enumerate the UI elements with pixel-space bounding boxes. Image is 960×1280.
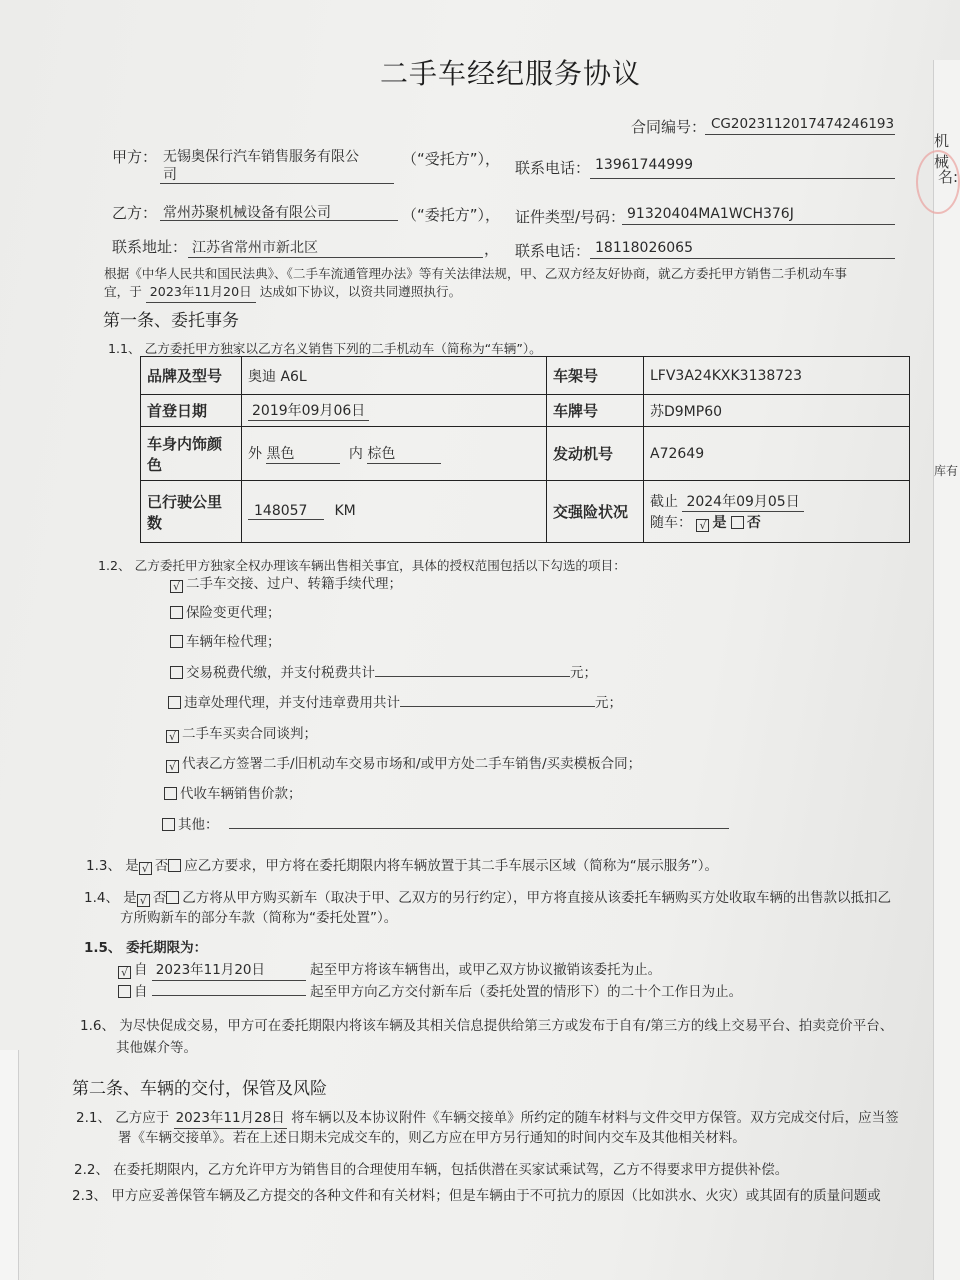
clause-1-1: 1.1、 乙方委托甲方独家以乙方名义销售下列的二手机动车（简称为“车辆”）。 bbox=[108, 341, 542, 356]
margin-fragment: 库有 bbox=[934, 464, 959, 478]
party-b-address-label: 联系地址： bbox=[112, 238, 188, 256]
party-a-label: 甲方： bbox=[112, 148, 158, 166]
party-b-address: 江苏省常州市新北区 bbox=[192, 240, 318, 256]
clause-1-5-a: √ 自 2023年11月20日 起至甲方将该车辆售出，或甲乙双方协议撤销该委托为止。 bbox=[118, 960, 661, 981]
margin-fragment: 机械 bbox=[934, 132, 950, 171]
exterior-color: 黑色 bbox=[266, 443, 340, 464]
option-item: 代收车辆销售价款； bbox=[164, 784, 302, 804]
insurance-label: 交强险状况 bbox=[547, 481, 644, 543]
vin-label: 车架号 bbox=[547, 357, 644, 395]
reg-date: 2019年09月06日 bbox=[248, 400, 369, 421]
mileage-cell: 148057 KM bbox=[242, 481, 547, 543]
preamble-line2: 宜，于 2023年11月20日 达成如下协议，以资共同遵照执行。 bbox=[104, 282, 461, 303]
delivery-date: 2023年11月28日 bbox=[174, 1108, 287, 1129]
clause-1-6: 1.6、 为尽快促成交易，甲方可在委托期限内将该车辆及其相关信息提供给第三方或发布于自有/第三方的线上交易平台、拍卖竞价平台、 bbox=[80, 1018, 894, 1034]
follow-no-checkbox bbox=[731, 516, 744, 529]
party-b-name: 常州苏聚机械设备有限公司 bbox=[163, 205, 331, 221]
option-item: √ 二手车交接、过户、转籍手续代理； bbox=[170, 574, 402, 594]
option-checkbox bbox=[168, 696, 181, 709]
party-b-label: 乙方： bbox=[112, 204, 158, 222]
comma: ， bbox=[484, 240, 500, 258]
interior-color: 棕色 bbox=[367, 443, 441, 464]
article1-title: 第一条、委托事务 bbox=[103, 311, 239, 331]
option-item: √ 代表乙方签署二手/旧机动车交易市场和/或甲方处二手车销售/买卖模板合同； bbox=[166, 754, 641, 774]
party-b-id: 91320404MA1WCH376J bbox=[627, 206, 794, 222]
clause-2-3: 2.3、 甲方应妥善保管车辆及乙方提交的各种文件和有关材料；但是车辆由于不可抗力的原因（比如洪水、火灾）或其固有的质量问题或 bbox=[72, 1188, 881, 1204]
vin-value: LFV3A24KXK3138723 bbox=[644, 357, 910, 395]
party-a-phone-label: 联系电话： bbox=[515, 159, 591, 177]
insurance-date: 2024年09月05日 bbox=[682, 491, 803, 512]
clause-1-2: 1.2、 乙方委托甲方独家全权办理该车辆出售相关事宜，具体的授权范围包括以下勾选的项目： bbox=[98, 558, 626, 573]
color-label: 车身内饰颜色 bbox=[141, 427, 242, 481]
party-a-role: （“受托方”）， bbox=[402, 150, 501, 168]
clause-2-1: 2.1、 乙方应于 2023年11月28日 将车辆以及本协议附件《车辆交接单》所约定的随车材料与文件交甲方保管。双方完成交付后，应当签 bbox=[76, 1108, 899, 1129]
clause-1-5-b: 自 起至甲方向乙方交付新车后（委托处置的情形下）的二十个工作日为止。 bbox=[118, 982, 742, 1002]
vehicle-info-table bbox=[140, 356, 910, 543]
option-checkbox: √ bbox=[170, 580, 183, 593]
option-item: 车辆年检代理； bbox=[170, 632, 281, 652]
party-b-phone-label: 联系电话： bbox=[515, 242, 591, 260]
engine-label: 发动机号 bbox=[547, 427, 644, 481]
reg-date-cell bbox=[242, 395, 547, 427]
agreement-date: 2023年11月20日 bbox=[146, 282, 256, 303]
party-b-id-label: 证件类型/号码： bbox=[515, 208, 626, 226]
clause-1-4: 1.4、 是 √ 否 乙方将从甲方购买新车（取决于甲、乙双方的另行约定），甲方将直接从该委托车辆购买方处收取车辆的出售款以抵扣乙 bbox=[84, 890, 892, 907]
party-b-role: （“委托方”）， bbox=[402, 206, 501, 224]
party-a-name-cont: 司 bbox=[163, 167, 177, 183]
option-checkbox bbox=[164, 787, 177, 800]
option-item: 保险变更代理； bbox=[170, 603, 281, 623]
underlying-page-edge bbox=[0, 1050, 19, 1280]
option-checkbox bbox=[170, 635, 183, 648]
clause-1-6-cont: 其他媒介等。 bbox=[116, 1040, 197, 1056]
contract-number: CG2023112017474246193 bbox=[711, 116, 895, 132]
mileage: 148057 bbox=[248, 503, 324, 520]
follow-yes-checkbox: √ bbox=[696, 519, 709, 532]
party-a-name: 无锡奥保行汽车销售服务有限公 bbox=[163, 149, 359, 165]
reg-date-label: 首登日期 bbox=[141, 395, 242, 427]
color-cell: 外 黑色 内 棕色 bbox=[242, 427, 547, 481]
option-item: 违章处理代理，并支付违章费用共计 元； bbox=[168, 693, 622, 713]
clause-1-4-cont: 方所购新车的部分车款（简称为“委托处置”）。 bbox=[120, 910, 398, 926]
margin-fragment: 名: bbox=[937, 168, 958, 186]
clause-1-5-title: 1.5、 委托期限为： bbox=[84, 940, 208, 956]
insurance-cell: 截止 2024年09月05日 随车： √ 是 否 bbox=[644, 481, 910, 543]
term-start-date: 2023年11月20日 bbox=[152, 960, 306, 981]
plate-value: 苏D9MP60 bbox=[644, 395, 910, 427]
clause-2-2: 2.2、 在委托期限内，乙方允许甲方为销售目的合理使用车辆，包括供潜在买家试乘试驾，乙方不得要求甲方提供补偿。 bbox=[74, 1162, 789, 1178]
party-a-phone: 13961744999 bbox=[595, 157, 693, 173]
clause-2-1-cont: 署《车辆交接单》。若在上述日期未完成交车的，则乙方应在甲方另行通知的时间内交车及其他相关材料。 bbox=[118, 1130, 746, 1146]
option-checkbox bbox=[170, 606, 183, 619]
option-checkbox bbox=[162, 818, 175, 831]
option-checkbox: √ bbox=[166, 730, 179, 743]
option-item: √ 二手车买卖合同谈判； bbox=[166, 724, 317, 744]
adjacent-page-edge bbox=[933, 60, 960, 1280]
party-b-phone: 18118026065 bbox=[595, 240, 693, 256]
option-item: 交易税费代缴，并支付税费共计 元； bbox=[170, 663, 597, 683]
preamble-line1: 根据《中华人民共和国民法典》、《二手车流通管理办法》等有关法律法规，甲、乙双方经友好协商，就乙方委托甲方销售二手机动车事 bbox=[104, 266, 848, 281]
option-checkbox bbox=[170, 666, 183, 679]
engine-value: A72649 bbox=[644, 427, 910, 481]
option-item: 其他： bbox=[162, 815, 729, 835]
option-checkbox: √ bbox=[166, 760, 179, 773]
document-title: 二手车经纪服务协议 bbox=[380, 57, 642, 90]
article2-title: 第二条、车辆的交付，保管及风险 bbox=[72, 1079, 327, 1099]
brand-value: 奥迪 A6L bbox=[242, 357, 547, 395]
brand-label: 品牌及型号 bbox=[141, 357, 242, 395]
plate-label: 车牌号 bbox=[547, 395, 644, 427]
clause-1-3: 1.3、 是 √ 否 应乙方要求，甲方将在委托期限内将车辆放置于其二手车展示区域（简称为“展示服务”）。 bbox=[86, 858, 719, 875]
mileage-label: 已行驶公里数 bbox=[141, 481, 242, 543]
contract-number-label: 合同编号： bbox=[631, 118, 707, 136]
